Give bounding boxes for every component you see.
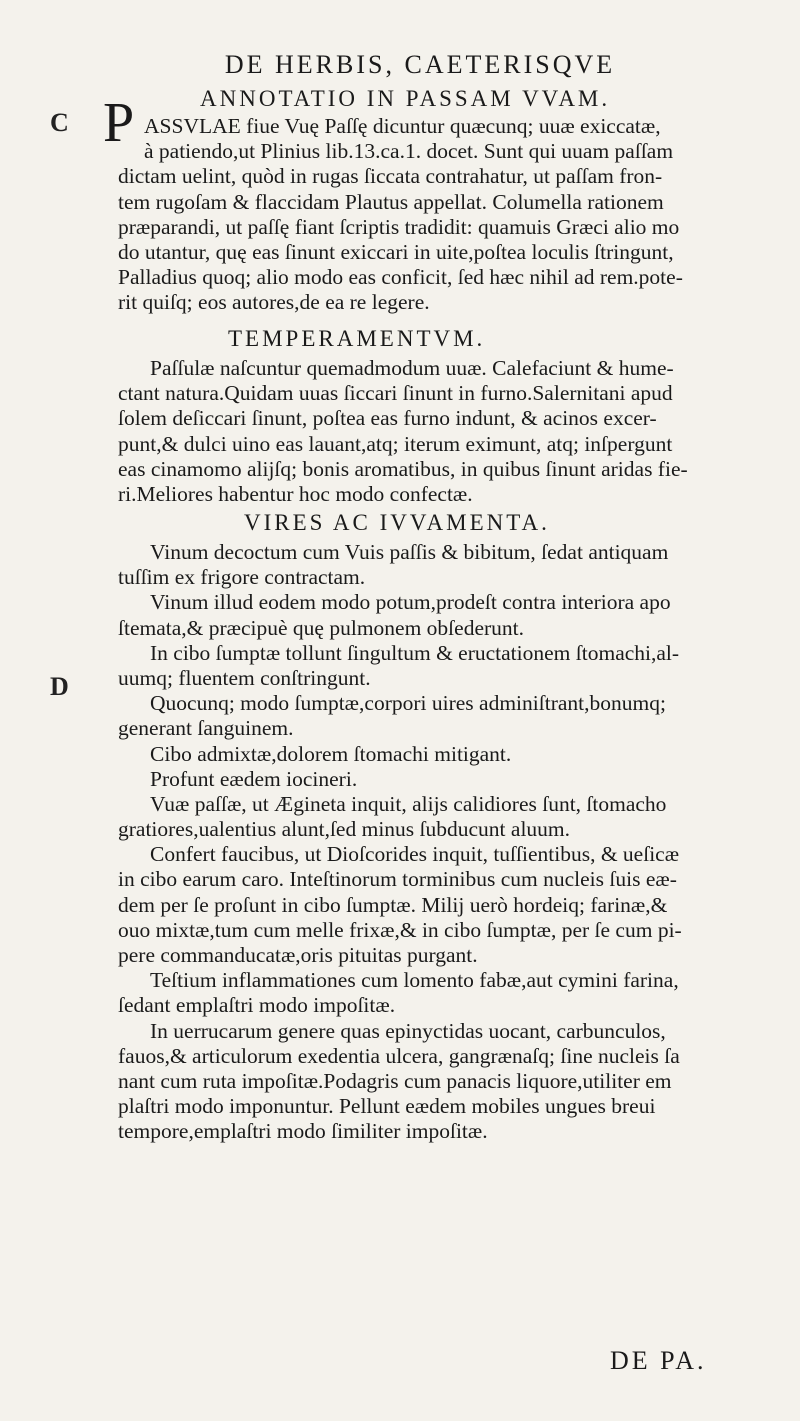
text-line: Confert faucibus, ut Dioſcorides inquit, tuſſientibus, & ueſicæ	[150, 842, 680, 867]
temperamentum-heading: TEMPERAMENTVM.	[228, 326, 486, 351]
margin-letter-c: C	[50, 108, 69, 137]
text-line: à patiendo,ut Plinius lib.13.ca.1. docet. Sunt qui uuam paſſam	[144, 139, 674, 164]
text-line: ASSVLAE fiue Vuę Paſſę dicuntur quæcunq; uuæ exiccatæ,	[144, 114, 661, 138]
text-line: tem rugoſam & flaccidam Plautus appellat. Columella rationem	[118, 189, 664, 214]
text-line: uumq; fluentem conſtringunt.	[118, 665, 371, 690]
text-line: ſtemata,& præcipuè quę pulmonem obſederunt.	[118, 615, 525, 640]
text-line: ouo mixtæ,tum cum melle frixæ,& in cibo ſumptæ, per ſe cum pi-	[118, 917, 682, 942]
text-line: generant ſanguinem.	[118, 716, 294, 741]
text-line: eas cinamomo alijſq; bonis aromatibus, in quibus ſinunt aridas fie-	[118, 456, 688, 481]
text-line: In uerrucarum genere quas epinyctidas uocant, carbunculos,	[150, 1018, 666, 1043]
text-line: Teſtium inflammationes cum lomento fabæ,aut cymini farina,	[150, 968, 679, 993]
text-line: dictam uelint, quòd in rugas ſiccata contrahatur, ut paſſam fron-	[118, 164, 663, 189]
vires-paragraph	[118, 540, 774, 1145]
text-line: fauos,& articulorum exedentia ulcera, gangrænaſq; ſine nucleis ſa	[118, 1043, 680, 1068]
vires-heading: VIRES AC IVVAMENTA.	[244, 510, 550, 535]
catchword: DE PA.	[610, 1346, 707, 1375]
text-line: ctant natura.Quidam uuas ſiccari ſinunt in furno.Salernitani apud	[118, 381, 673, 406]
text-line: Profunt eædem iocineri.	[150, 766, 358, 791]
text-line: nant cum ruta impoſitæ.Podagris cum panacis liquore,utiliter em	[118, 1068, 672, 1093]
text-line: Vinum decoctum cum Vuis paſſis & bibitum, ſedat antiquam	[150, 540, 669, 564]
text-line: Palladius quoq; alio modo eas conficit, ſed hæc nihil ad rem.pote-	[118, 265, 683, 290]
text-line: Cibo admixtæ,dolorem ſtomachi mitigant.	[150, 741, 512, 766]
drop-capital: P	[103, 92, 135, 154]
text-line: Quocunq; modo ſumptæ,corpori uires adminiſtrant,bonumq;	[150, 691, 666, 716]
text-line: tempore,emplaſtri modo ſimiliter impoſitæ.	[118, 1119, 488, 1144]
text-line: punt,& dulci uino eas lauant,atq; iterum eximunt, atq; inſpergunt	[118, 431, 673, 456]
text-line: in cibo earum caro. Inteſtinorum torminibus cum nucleis ſuis eæ-	[118, 867, 677, 892]
running-head: DE HERBIS, CAETERISQVE	[224, 50, 616, 79]
text-line: præparandi, ut paſſę fiant ſcriptis tradidit: quamuis Græci alio mo	[118, 214, 680, 239]
annotatio-paragraph	[118, 114, 774, 316]
text-line: tuſſim ex frigore contractam.	[118, 565, 366, 590]
text-line: In cibo ſumptæ tollunt ſingultum & eructationem ſtomachi,al-	[150, 640, 680, 665]
text-line: plaſtri modo imponuntur. Pellunt eædem mobiles ungues breui	[118, 1094, 656, 1119]
text-line: ſolem deſiccari ſinunt, poſtea eas furno indunt, & acinos excer-	[118, 406, 657, 431]
text-line: dem per ſe proſunt in cibo ſumptæ. Milij uerò hordeiq; farinæ,&	[118, 892, 668, 917]
text-line: rit quiſq; eos autores,de ea re legere.	[118, 290, 430, 315]
margin-letter-d: D	[50, 672, 69, 701]
text-line: do utantur, quę eas ſinunt exiccari in uite,poſtea loculis ſtringunt,	[118, 239, 674, 264]
text-line: Paſſulæ naſcuntur quemadmodum uuæ. Calefaciunt & hume-	[150, 356, 674, 380]
text-line: ri.Meliores habentur hoc modo confectæ.	[118, 481, 473, 506]
text-line: Vuæ paſſæ, ut Ægineta inquit, alijs calidiores ſunt, ſtomacho	[150, 791, 667, 816]
text-line: gratiores,ualentius alunt,ſed minus ſubducunt aluum.	[118, 817, 571, 842]
temperamentum-paragraph	[118, 356, 774, 507]
text-line: pere commanducatæ,oris pituitas purgant.	[118, 943, 478, 967]
text-line: ſedant emplaſtri modo impoſitæ.	[118, 993, 396, 1018]
text-line: Vinum illud eodem modo potum,prodeſt contra interiora apo	[150, 590, 671, 615]
annotatio-heading: ANNOTATIO IN PASSAM VVAM.	[200, 86, 611, 111]
